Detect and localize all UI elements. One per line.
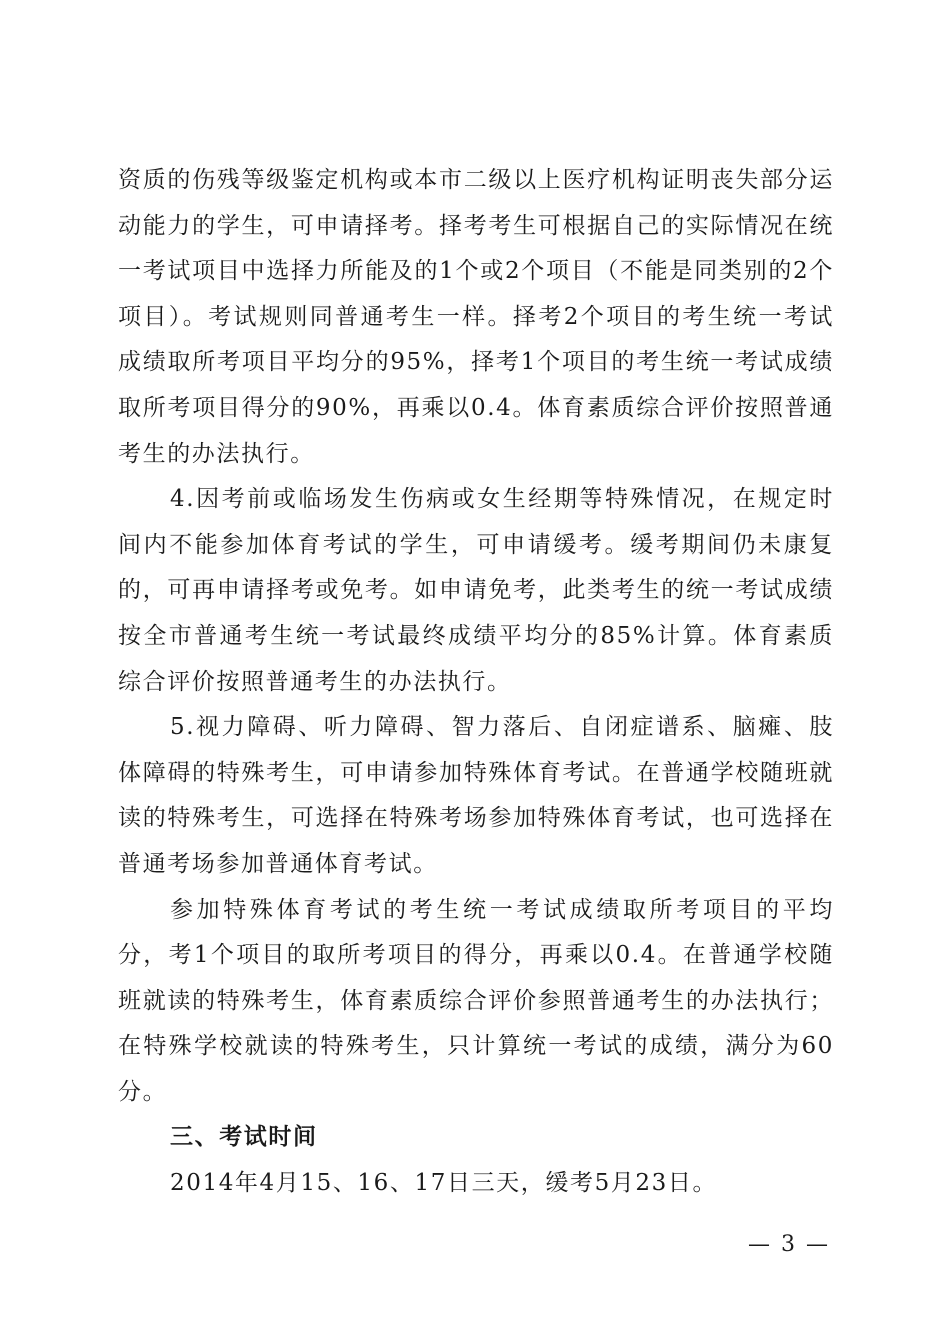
paragraph-item-4: 4.因考前或临场发生伤病或女生经期等特殊情况，在规定时间内不能参加体育考试的学生，可申请缓考。缓考期间仍未康复的，可再申请择考或免考。如申请免考，此类考生的统一考试成绩按全市普通考生统一考试最终成绩平均分的85%计算。体育素质综合评价按照普通考生的办法执行。 xyxy=(118,486,834,695)
paragraph-item-5: 5.视力障碍、听力障碍、智力落后、自闭症谱系、脑瘫、肢体障碍的特殊考生，可申请参加特殊体育考试。在普通学校随班就读的特殊考生，可选择在特殊考场参加特殊体育考试，也可选择在普通考场参加普通体育考试。 xyxy=(118,714,834,877)
document-body xyxy=(118,158,834,1207)
section-heading: 三、考试时间 xyxy=(170,1124,318,1151)
paragraph-continuation: 资质的伤残等级鉴定机构或本市二级以上医疗机构证明丧失部分运动能力的学生，可申请择考。择考考生可根据自己的实际情况在统一考试项目中选择力所能及的1个或2个项目（不能是同类别的2个项目）。考试规则同普通考生一样。择考2个项目的考生统一考试成绩取所考项目平均分的95%，择考1个项目的考生统一考试成绩取所考项目得分的90%，再乘以0.4。体育素质综合评价按照普通考生的办法执行。 xyxy=(118,167,834,467)
page-number: — 3 — xyxy=(748,1232,830,1257)
paragraph-special-exam: 参加特殊体育考试的考生统一考试成绩取所考项目的平均分，考1个项目的取所考项目的得分，再乘以0.4。在普通学校随班就读的特殊考生，体育素质综合评价参照普通考生的办法执行；在特殊学校就读的特殊考生，只计算统一考试的成绩，满分为60分。 xyxy=(118,896,834,1105)
exam-time-text: 2014年4月15、16、17日三天，缓考5月23日。 xyxy=(170,1170,718,1197)
